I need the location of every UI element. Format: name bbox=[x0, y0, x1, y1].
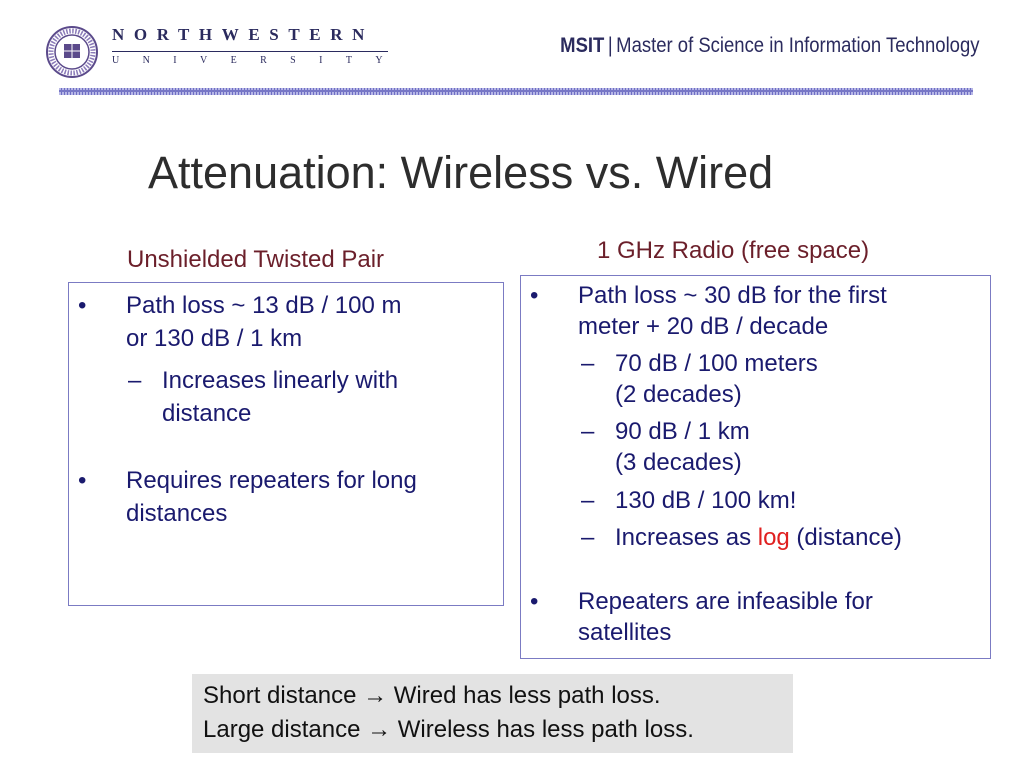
sub-bullet-item bbox=[581, 348, 981, 410]
sub-bullet-line: (3 decades) bbox=[615, 449, 742, 476]
bullet-line: Requires repeaters for long bbox=[126, 467, 417, 494]
bullet-line: Repeaters are infeasible for bbox=[578, 588, 873, 615]
bullet-line: or 130 dB / 1 km bbox=[126, 325, 303, 352]
sub-bullet-text bbox=[581, 416, 981, 478]
sub-bullet-text-post: (distance) bbox=[789, 524, 902, 551]
sub-bullet-item bbox=[581, 522, 986, 553]
sub-bullet-line bbox=[615, 522, 986, 553]
callout-line: Large distance → Wireless has less path loss. bbox=[203, 716, 694, 743]
sub-bullet-text bbox=[581, 348, 981, 410]
sub-bullet-mark: – bbox=[128, 367, 142, 394]
university-seal-icon bbox=[46, 26, 98, 78]
sub-bullet-line: distance bbox=[162, 400, 252, 427]
logo-wordmark-top: NORTHWESTERN bbox=[112, 25, 374, 44]
bullet-text bbox=[78, 464, 498, 530]
sub-bullet-text bbox=[581, 485, 981, 516]
sub-bullet-line: 70 dB / 100 meters bbox=[615, 350, 818, 377]
sub-bullet-mark: – bbox=[581, 418, 595, 445]
sub-bullet-text bbox=[581, 522, 986, 553]
program-name: Master of Science in Information Technology bbox=[615, 34, 979, 57]
program-separator: | bbox=[607, 34, 613, 57]
log-highlight: log bbox=[757, 524, 790, 551]
sub-bullet-text-pre: Increases as bbox=[615, 524, 758, 551]
bullet-mark: • bbox=[530, 282, 539, 309]
bullet-item bbox=[78, 464, 498, 530]
bullet-line: Path loss ~ 13 dB / 100 m bbox=[126, 292, 402, 319]
bullet-text bbox=[78, 289, 498, 355]
conclusion-callout bbox=[192, 674, 793, 753]
sub-bullet-item bbox=[581, 416, 981, 478]
program-label bbox=[560, 34, 979, 58]
sub-bullet-item bbox=[581, 485, 981, 516]
bullet-line: satellites bbox=[578, 619, 672, 646]
program-abbr: MSIT bbox=[559, 34, 604, 57]
sub-bullet-item bbox=[128, 364, 498, 430]
bullet-item bbox=[78, 289, 498, 355]
wireless-content-box bbox=[520, 275, 991, 659]
bullet-text bbox=[530, 586, 985, 648]
sub-bullet-mark: – bbox=[581, 350, 595, 377]
bullet-item bbox=[530, 280, 985, 342]
sub-bullet-mark: – bbox=[581, 524, 595, 551]
slide-title: Attenuation: Wireless vs. Wired bbox=[148, 147, 774, 198]
header-divider bbox=[59, 88, 973, 95]
sub-bullet-text bbox=[128, 364, 498, 430]
left-column-heading: Unshielded Twisted Pair bbox=[127, 246, 385, 273]
callout-line: Short distance → Wired has less path loss. bbox=[203, 682, 661, 709]
logo-wordmark-bottom: UNIVERSITY bbox=[112, 55, 406, 66]
bullet-line: distances bbox=[126, 500, 228, 527]
sub-bullet-mark: – bbox=[581, 487, 595, 514]
bullet-item bbox=[530, 586, 985, 648]
bullet-line: Path loss ~ 30 dB for the first bbox=[578, 282, 887, 309]
sub-bullet-line: Increases linearly with bbox=[162, 367, 399, 394]
sub-bullet-line: 90 dB / 1 km bbox=[615, 418, 750, 445]
bullet-mark: • bbox=[78, 292, 87, 319]
sub-bullet-line: (2 decades) bbox=[615, 381, 742, 408]
bullet-text bbox=[530, 280, 985, 342]
logo-divider bbox=[112, 51, 388, 52]
bullet-mark: • bbox=[78, 467, 87, 494]
bullet-mark: • bbox=[530, 588, 539, 615]
right-column-heading: 1 GHz Radio (free space) bbox=[597, 237, 870, 264]
sub-bullet-line: 130 dB / 100 km! bbox=[615, 487, 797, 514]
bullet-line: meter + 20 dB / decade bbox=[578, 313, 829, 340]
wired-content-box bbox=[68, 282, 504, 606]
